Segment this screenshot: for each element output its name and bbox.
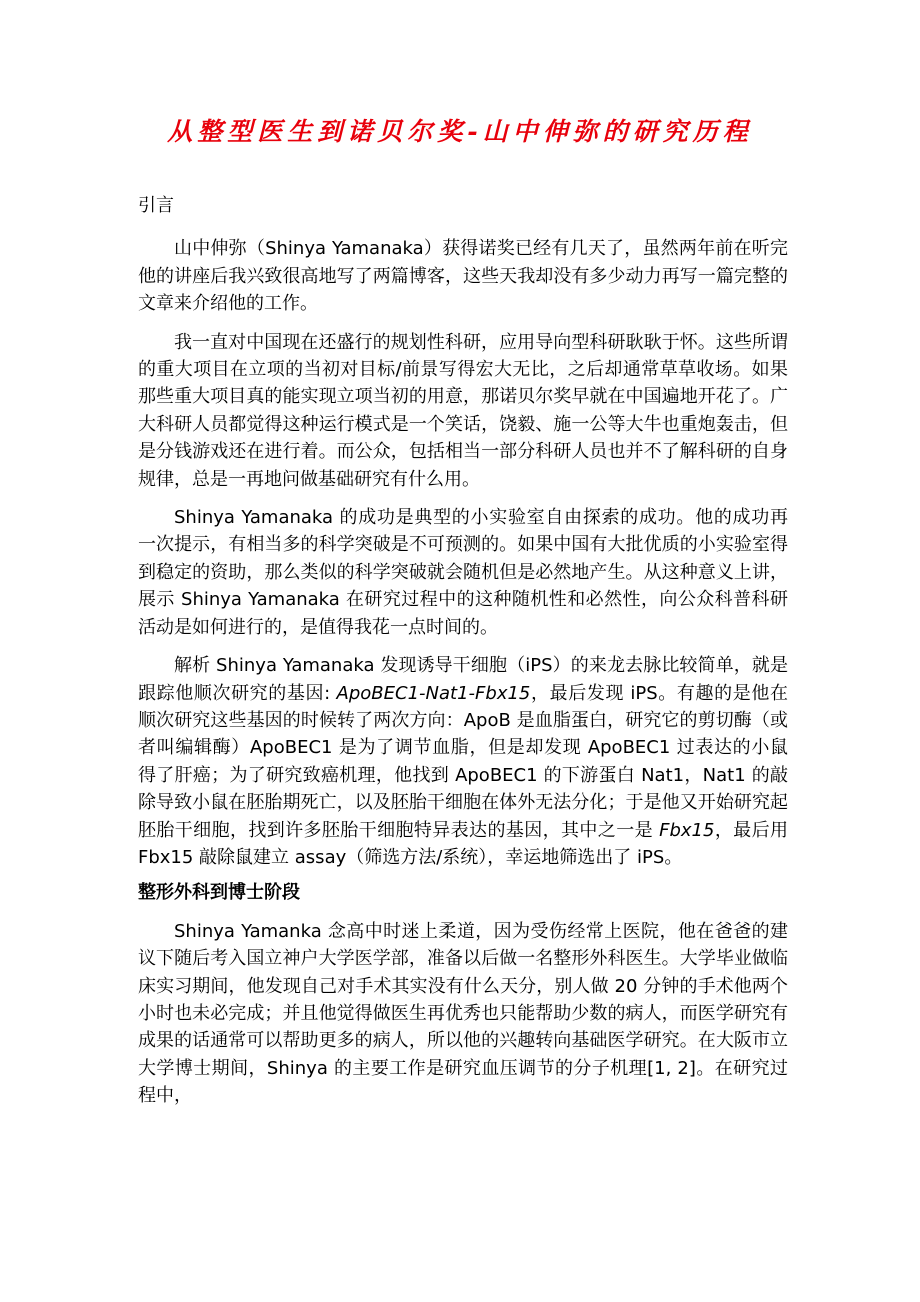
- paragraph-intro-3: Shinya Yamanaka 的成功是典型的小实验室自由探索的成功。他的成功再一次提示，有相当多的科学突破是不可预测的。如果中国有大批优质的小实验室得到稳定的资助，那么类似的科学突破就会随机但是必然地产生。从这种意义上讲，展示 Shinya Yamanaka 在研究过程中的这种随机性和必然性，向公众科普科研活动是如何进行的，是值得我花一点时间的。: [138, 507, 788, 638]
- paragraph-intro-4-before: 解析 Shinya Yamanaka 发现诱导干细胞（iPS）的来龙去脉比较简单，就是跟踪他顺次研究的基因:: [138, 655, 788, 704]
- paragraph-phd-1: Shinya Yamanka 念高中时迷上柔道，因为受伤经常上医院，他在爸爸的建议下随后考入国立神户大学医学部，准备以后做一名整形外科医生。大学毕业做临床实习期间，他发现自己对手术其实没有什么天分，别人做 20 分钟的手术他两个小时也未必完成；并且他觉得做医生再优秀也只能帮助少数的病人，而医学研究有成果的话通常可以帮助更多的病人，所以他的兴趣转向基础医学研究。在大阪市立大学博士期间，Shinya 的主要工作是研究血压调节的分子机理[1, 2]。在研究过程中，: [138, 920, 788, 1107]
- gene-sequence: ApoBEC1-Nat1-Fbx15: [336, 682, 531, 704]
- section-heading-phd: 整形外科到博士阶段: [138, 882, 300, 904]
- document-body: [138, 192, 788, 1110]
- gene-fbx15: Fbx15: [659, 819, 715, 841]
- paragraph-intro-1: 山中伸弥（Shinya Yamanaka）获得诺奖已经有几天了，虽然两年前在听完他的讲座后我兴致很高地写了两篇博客，这些天我却没有多少动力再写一篇完整的文章来介绍他的工作。: [138, 238, 788, 315]
- section-heading-intro: 引言: [138, 195, 174, 216]
- paragraph-intro-4-after: ，最后用 Fbx15 敲除鼠建立 assay（筛选方法/系统），幸运地筛选出了 iPS。: [138, 819, 789, 868]
- paragraph-intro-4: [138, 652, 788, 871]
- paragraph-intro-4-middle: ，最后发现 iPS。有趣的是他在顺次研究这些基因的时候转了两次方向：ApoB 是血脂蛋白，研究它的剪切酶（或者叫编辑酶）ApoBEC1 是为了调节血脂，但是却发现 ApoBEC1 过表达的小鼠得了肝癌；为了研究致癌机理，他找到 ApoBEC1 的下游蛋白 Nat1，Nat1 的敲除导致小鼠在胚胎期死亡，以及胚胎干细胞在体外无法分化；于是他又开始研究起胚胎干细胞，找到许多胚胎干细胞特异表达的基因，其中之一是: [138, 682, 788, 841]
- document-title: 从整型医生到诺贝尔奖-山中伸弥的研究历程: [167, 117, 753, 146]
- paragraph-intro-2: 我一直对中国现在还盛行的规划性科研，应用导向型科研耿耿于怀。这些所谓的重大项目在立项的当初对目标/前景写得宏大无比，之后却通常草草收场。如果那些重大项目真的能实现立项当初的用意，那诺贝尔奖早就在中国遍地开花了。广大科研人员都觉得这种运行模式是一个笑话，饶毅、施一公等大牛也重炮轰击，但是分钱游戏还在进行着。而公众，包括相当一部分科研人员也并不了解科研的自身规律，总是一再地问做基础研究有什么用。: [138, 331, 788, 490]
